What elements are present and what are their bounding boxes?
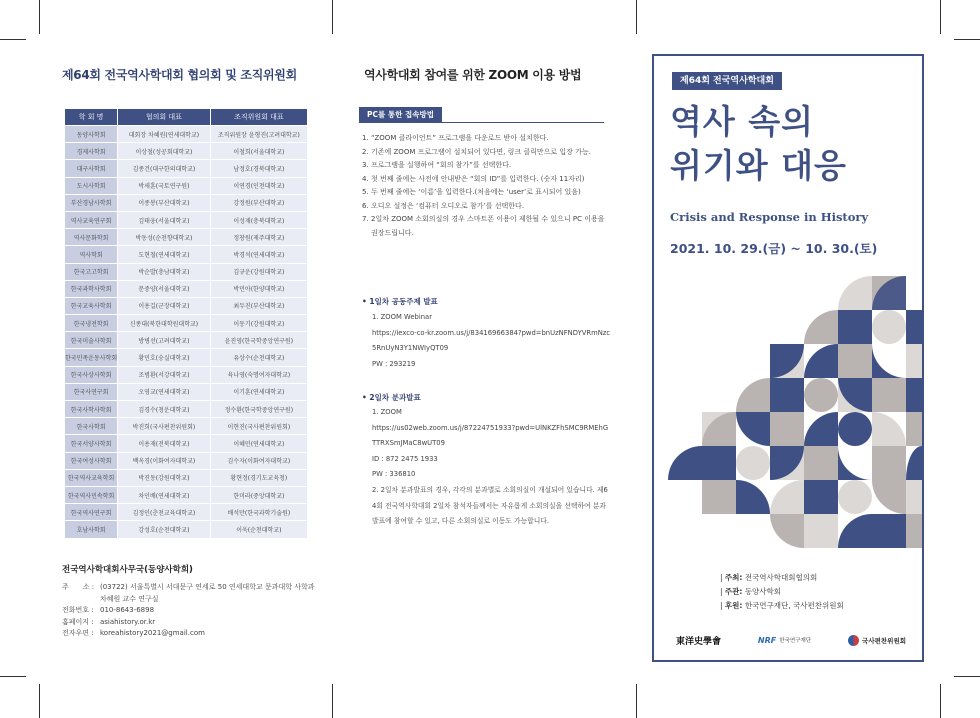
council-rep-cell: 조범환(서강대학교)	[118, 366, 211, 383]
committee-rep-cell: 육나영(숙명여자대학교)	[210, 366, 307, 383]
society-name-cell: 한국사학회	[65, 418, 118, 435]
day1-zoom-link[interactable]: https://iexco-co-kr.zoom.us/j/83416966384?pwd=bnUzNFNDYVRmNzc5RnUyN3Y1NWIyQT09	[372, 328, 611, 353]
step-number: 5.	[362, 188, 369, 196]
society-name-cell: 동양사학회	[65, 126, 118, 143]
nihk-text: 국사편찬위원회	[862, 636, 906, 645]
phone-label: 전화번호 :	[62, 606, 94, 614]
email-value: koreahistory2021@gmail.com	[100, 629, 205, 637]
homepage-label: 홈페이지 :	[62, 617, 94, 626]
committee-title: 제64회 전국역사학대회 협의회 및 조직위원회	[62, 68, 297, 82]
homepage-value: asiahistory.or.kr	[100, 617, 156, 626]
society-name-cell: 한국교육사학회	[65, 297, 118, 314]
crop-mark	[636, 0, 637, 34]
table-row	[65, 280, 308, 297]
committee-rep-cell: 조직위원장 윤형진(고려대학교)	[210, 126, 307, 143]
sponsor-value: 한국연구재단, 국사편찬위원회	[744, 601, 844, 610]
committee-table	[64, 108, 308, 539]
table-header-society: 학 회 명	[65, 109, 118, 126]
table-header-council: 협의회 대표	[118, 109, 211, 126]
crop-mark	[0, 676, 26, 677]
society-name-cell: 역사학회	[65, 246, 118, 263]
council-rep-cell: 차인배(연세대학교)	[118, 486, 211, 503]
nrf-logo	[758, 636, 811, 645]
office-title: 전국역사학대회사무국(동양사학회)	[62, 565, 193, 575]
committee-rep-cell: 남정호(경북대학교)	[210, 160, 307, 177]
crop-mark	[636, 684, 637, 718]
crop-mark	[954, 39, 980, 40]
society-name-cell: 도시사학회	[65, 177, 118, 194]
committee-rep-cell: 이기훈(연세대학교)	[210, 383, 307, 400]
phone-value: 010-8643-6898	[100, 606, 155, 614]
council-rep-cell: 백옥경(이화여자대학교)	[118, 452, 211, 469]
nrf-text: 한국연구재단	[779, 638, 812, 644]
council-rep-cell: 박동성(순천향대학교)	[118, 229, 211, 246]
society-name-cell: 호남사학회	[65, 521, 118, 538]
council-rep-cell: 김정인(춘천교육대학교)	[118, 504, 211, 521]
table-row	[65, 435, 308, 452]
host-value: 전국역사학대회협의회	[744, 573, 818, 582]
list-item	[362, 146, 607, 160]
table-header-committee: 조직위원회 대표	[210, 109, 307, 126]
crop-mark	[940, 0, 941, 34]
step-text: “ZOOM 클라이언트” 프로그램을 다운로드 받아 설치한다.	[371, 134, 549, 142]
committee-rep-cell: 김수자(이화여자대학교)	[210, 452, 307, 469]
day2-password: PW : 336810	[372, 470, 416, 479]
crop-mark	[0, 39, 26, 40]
table-row	[65, 297, 308, 314]
council-rep-cell: 이용재(전북대학교)	[118, 435, 211, 452]
sponsor-label: 후원:	[724, 601, 743, 610]
table-row	[65, 366, 308, 383]
day2-note: 2. 2일차 분과발표의 경우, 각각의 분과별로 소회의실이 개설되어 있습니다. 제64회 전국역사학대회 2일차 참석자들께서는 자유롭게 소회의실을 선택하여 분과발표에 참여할 수 있고, 다른 소회의실로 이동도 가능합니다.	[372, 485, 608, 526]
list-item	[362, 213, 607, 240]
steps-list	[362, 132, 607, 240]
address-value: (03722) 서울특별시 서대문구 연세로 50 연세대학교 문과대학 사학과 차혜원 교수 연구실	[100, 583, 315, 603]
society-name-cell: 역사문화학회	[65, 229, 118, 246]
society-name-cell: 한국사연구회	[65, 383, 118, 400]
step-number: 4.	[362, 174, 369, 183]
committee-rep-cell: 박경석(연세대학교)	[210, 246, 307, 263]
council-rep-cell: 문중양(서울대학교)	[118, 280, 211, 297]
day1-heading: • 1일차 공동주제 발표	[362, 297, 438, 306]
committee-rep-cell: 이철희(서울대학교)	[210, 143, 307, 160]
list-item	[362, 132, 607, 146]
cover-title-line1: 역사 속의	[670, 102, 815, 141]
day2-zoom-link[interactable]: https://us02web.zoom.us/j/87224751933?pwd=UlNKZFhSMC9RMEhGTTRXSmJMaC8wUT09	[372, 423, 609, 448]
society-name-cell: 한국민족운동사학회	[65, 349, 118, 366]
society-name-cell: 한국고고학회	[65, 263, 118, 280]
committee-rep-cell: 박민아(한양대학교)	[210, 280, 307, 297]
committee-rep-cell: 이혜민(연세대학교)	[210, 435, 307, 452]
council-rep-cell: 박세훈(국토연구원)	[118, 177, 211, 194]
table-row	[65, 229, 308, 246]
table-row	[65, 452, 308, 469]
committee-rep-cell: 윤진영(한국학중앙연구원)	[210, 332, 307, 349]
table-row	[65, 143, 308, 160]
table-row	[65, 332, 308, 349]
table-row	[65, 418, 308, 435]
organizer-label: 주관:	[724, 587, 743, 596]
council-rep-cell: 강성호(순천대학교)	[118, 521, 211, 538]
society-name-cell: 한국사학사학회	[65, 401, 118, 418]
table-row	[65, 349, 308, 366]
organizer-value: 동양사학회	[744, 587, 782, 596]
day1-body	[372, 310, 612, 372]
list-item	[362, 186, 607, 200]
committee-rep-cell: 정수환(한국학중앙연구원)	[210, 401, 307, 418]
table-row	[65, 263, 308, 280]
step-number: 3.	[362, 161, 369, 169]
geometric-pattern-art	[654, 268, 922, 568]
list-item	[362, 200, 607, 214]
table-row	[65, 160, 308, 177]
day1-password: PW : 293219	[372, 359, 416, 368]
committee-rep-cell: 이성재(충북대학교)	[210, 211, 307, 228]
society-name-cell: 한국여성사학회	[65, 452, 118, 469]
committee-rep-cell: 강정원(부산대학교)	[210, 194, 307, 211]
society-name-cell: 부산경남사학회	[65, 194, 118, 211]
society-name-cell: 한국사상사학회	[65, 366, 118, 383]
committee-rep-cell: 이욱(순천대학교)	[210, 521, 307, 538]
cover-panel	[652, 54, 924, 662]
crop-mark	[332, 684, 333, 718]
pc-access-tag: PC를 통한 접속방법	[359, 107, 442, 123]
step-text: 첫 번째 줄에는 사전에 안내받은 “회의 ID”를 입력한다. (숫자 11자리)	[371, 174, 585, 183]
office-contact	[62, 582, 322, 640]
table-row	[65, 521, 308, 538]
pc-access-header	[359, 107, 604, 123]
step-text: 2일차 ZOOM 소회의실의 경우 스마트폰 이용이 제한될 수 있으니 PC 이용을 권장드립니다.	[371, 215, 605, 237]
dongyang-history-logo: 東洋史學會	[676, 636, 722, 647]
step-text: 프로그램을 실행하여 “회의 참가”를 선택한다.	[371, 161, 512, 169]
committee-rep-cell: 유상수(순천대학교)	[210, 349, 307, 366]
day1-zoom-label: 1. ZOOM Webinar	[372, 313, 433, 321]
council-rep-cell: 박진동(강원대학교)	[118, 469, 211, 486]
council-rep-cell: 김종건(대구한의대학교)	[118, 160, 211, 177]
council-rep-cell: 김경수(청운대학교)	[118, 401, 211, 418]
table-row	[65, 469, 308, 486]
step-text: 오디오 설정은 ‘컴퓨터 오디오로 참가’를 선택한다.	[371, 201, 525, 210]
table-row	[65, 126, 308, 143]
society-name-cell: 한국과학사학회	[65, 280, 118, 297]
council-rep-cell: 대회장 차혜원(연세대학교)	[118, 126, 211, 143]
council-rep-cell: 박순발(충남대학교)	[118, 263, 211, 280]
committee-rep-cell: 김규운(강원대학교)	[210, 263, 307, 280]
table-row	[65, 486, 308, 503]
table-row	[65, 177, 308, 194]
list-item	[362, 159, 607, 173]
council-rep-cell: 도현철(연세대학교)	[118, 246, 211, 263]
crop-mark	[940, 684, 941, 718]
society-name-cell: 한국서양사학회	[65, 435, 118, 452]
step-number: 7.	[362, 215, 369, 223]
nihk-logo	[848, 635, 906, 646]
society-name-cell: 한국역사연구회	[65, 504, 118, 521]
society-name-cell: 한국미술사학회	[65, 332, 118, 349]
host-label: 주최:	[724, 573, 743, 582]
crop-mark	[954, 676, 980, 677]
divider	[359, 122, 604, 123]
committee-rep-cell: 최두진(부산대학교)	[210, 297, 307, 314]
committee-rep-cell: 이동기(강원대학교)	[210, 315, 307, 332]
table-row	[65, 383, 308, 400]
council-rep-cell: 이상철(성공회대학교)	[118, 143, 211, 160]
committee-rep-cell: 정창원(제주대학교)	[210, 229, 307, 246]
day2-heading: • 2일차 분과발표	[362, 393, 421, 402]
address-label: 주 소 :	[62, 583, 95, 591]
organizer-line: | 주관: 동양사학회	[720, 587, 782, 596]
table-row	[65, 246, 308, 263]
council-rep-cell: 오영교(연세대학교)	[118, 383, 211, 400]
english-title: Crisis and Response in History	[670, 210, 869, 224]
day2-meeting-id: ID : 872 2475 1933	[372, 454, 438, 463]
step-number: 1.	[362, 134, 369, 142]
society-name-cell: 경제사학회	[65, 143, 118, 160]
table-row	[65, 315, 308, 332]
committee-rep-cell: 배석만(한국과학기술원)	[210, 504, 307, 521]
council-rep-cell: 김태웅(서울대학교)	[118, 211, 211, 228]
society-name-cell: 역사교육연구회	[65, 211, 118, 228]
day2-body	[372, 405, 612, 530]
step-number: 6.	[362, 201, 369, 210]
email-label: 전자우편 :	[62, 629, 94, 637]
list-item	[362, 173, 607, 187]
society-name-cell: 한국역사민속학회	[65, 486, 118, 503]
committee-rep-cell: 이연경(인천대학교)	[210, 177, 307, 194]
nrf-mark: NRF	[757, 635, 777, 645]
council-rep-cell: 황민호(숭실대학교)	[118, 349, 211, 366]
table-row	[65, 504, 308, 521]
council-rep-cell: 방병선(고려대학교)	[118, 332, 211, 349]
table-row	[65, 211, 308, 228]
committee-rep-cell: 황현정(경기도교육청)	[210, 469, 307, 486]
crop-mark	[39, 684, 40, 718]
committee-rep-cell: 이현진(국사편찬위원회)	[210, 418, 307, 435]
day2-zoom-label: 1. ZOOM	[372, 408, 402, 416]
society-name-cell: 한국역사교육학회	[65, 469, 118, 486]
council-rep-cell: 신종대(북한대학원대학교)	[118, 315, 211, 332]
cover-title-line2: 위기와 대응	[670, 146, 847, 185]
step-text: 기존에 ZOOM 프로그램이 설치되어 있다면, 링크 클릭만으로 입장 가능.	[371, 147, 591, 156]
conference-date: 2021. 10. 29.(금) ~ 10. 30.(토)	[670, 241, 878, 256]
sponsor-logos	[676, 632, 906, 648]
organizers-block	[720, 571, 844, 613]
council-rep-cell: 박진희(국사편찬위원회)	[118, 418, 211, 435]
sponsor-line: | 후원: 한국연구재단, 국사편찬위원회	[720, 601, 844, 610]
council-rep-cell: 이용길(군장대학교)	[118, 297, 211, 314]
step-text: 두 번째 줄에는 ‘이름’을 입력한다.(처음에는 ‘user’로 표시되어 있음)	[371, 188, 581, 196]
society-name-cell: 대구사학회	[65, 160, 118, 177]
society-name-cell: 한국냉전학회	[65, 315, 118, 332]
step-number: 2.	[362, 147, 369, 156]
taegeuk-emblem-icon	[848, 635, 859, 646]
council-rep-cell: 이종봉(부산대학교)	[118, 194, 211, 211]
committee-rep-cell: 한미라(중앙대학교)	[210, 486, 307, 503]
table-row	[65, 194, 308, 211]
conference-badge: 제64회 전국역사학대회	[672, 72, 782, 90]
crop-mark	[332, 0, 333, 34]
crop-mark	[39, 0, 40, 34]
zoom-guide-title: 역사학대회 참여를 위한 ZOOM 이용 방법	[364, 68, 582, 82]
host-line: | 주최: 전국역사학대회협의회	[720, 573, 818, 582]
table-row	[65, 401, 308, 418]
pattern-tile	[838, 276, 906, 310]
